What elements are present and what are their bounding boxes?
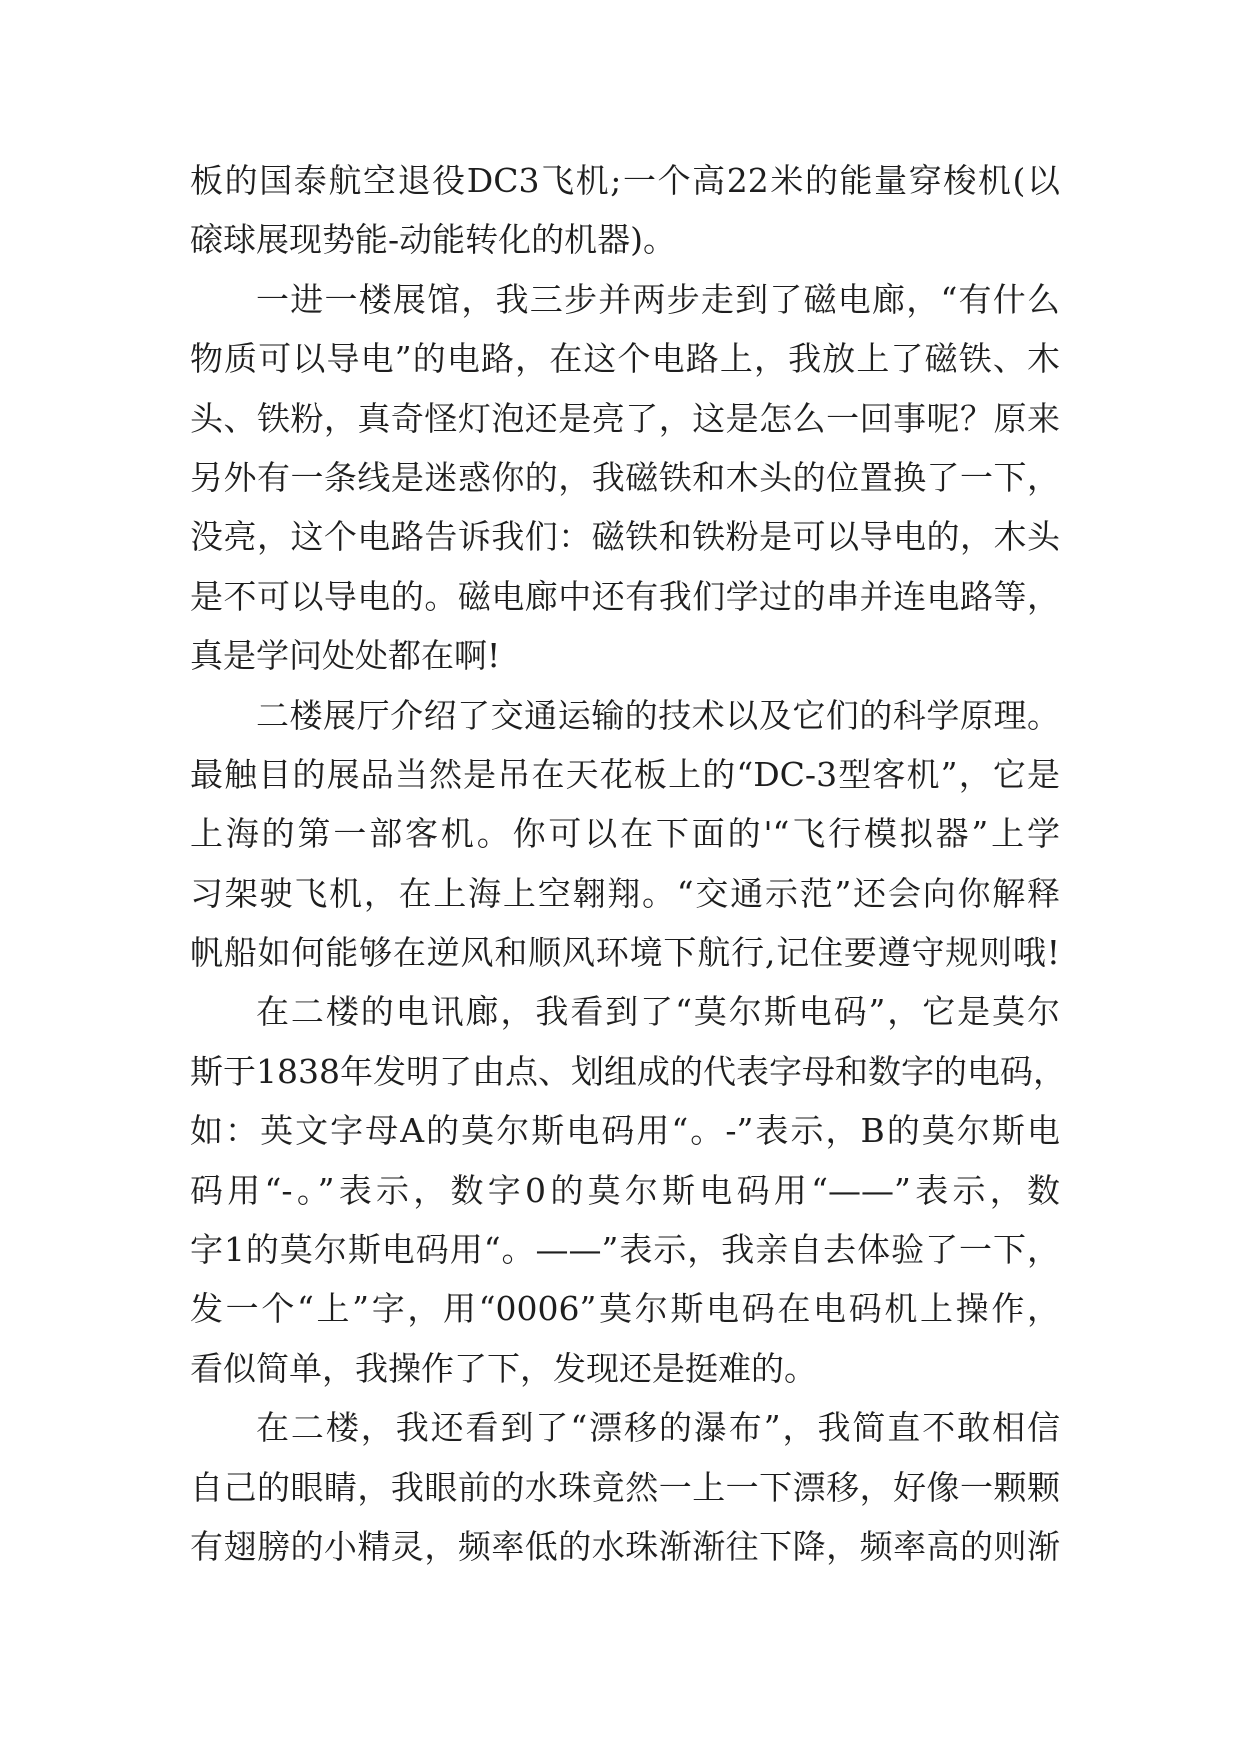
text-line: 有翅膀的小精灵，频率低的水珠渐渐往下降，频率高的则渐: [190, 1526, 1060, 1566]
text-line: 另外有一条线是迷惑你的，我磁铁和木头的位置换了一下，: [190, 457, 1060, 497]
text-line: 帆船如何能够在逆风和顺风环境下航行,记住要遵守规则哦!: [190, 933, 1060, 973]
body-text: [190, 151, 1066, 1576]
text-line: 如：英文字母A的莫尔斯电码用“。-”表示，B的莫尔斯电: [190, 1111, 1060, 1151]
text-line: 板的国泰航空退役DC3飞机;一个高22米的能量穿梭机(以: [190, 161, 1060, 200]
paragraph-first-line: 在二楼的电讯廊，我看到了“莫尔斯电码”，它是莫尔: [256, 992, 1060, 1032]
paragraph-first-line: 二楼展厅介绍了交通运输的技术以及它们的科学原理。: [256, 695, 1060, 735]
text-line: 磙球展现势能-动能转化的机器)。: [190, 220, 677, 260]
text-line: 是不可以导电的。磁电廊中还有我们学过的串并连电路等，: [190, 576, 1060, 616]
text-line: 真是学问处处都在啊!: [190, 636, 501, 676]
text-line: 头、铁粉，真奇怪灯泡还是亮了，这是怎么一回事呢？原来: [190, 398, 1060, 438]
text-line: 自己的眼睛，我眼前的水珠竟然一上一下漂移，好像一颗颗: [190, 1467, 1060, 1507]
text-line: 物质可以导电”的电路，在这个电路上，我放上了磁铁、木: [190, 339, 1060, 379]
paragraph-first-line: 在二楼，我还看到了“漂移的瀑布”，我简直不敢相信: [256, 1408, 1060, 1448]
text-line: 码用“-。”表示，数字0的莫尔斯电码用“——”表示，数: [190, 1170, 1060, 1210]
text-line: 没亮，这个电路告诉我们：磁铁和铁粉是可以导电的，木头: [190, 517, 1060, 557]
paragraph-first-line: 一进一楼展馆，我三步并两步走到了磁电廊，“有什么: [256, 279, 1060, 319]
text-line: 字1的莫尔斯电码用“。——”表示，我亲自去体验了一下，: [190, 1230, 1060, 1270]
text-line: 习架驶飞机，在上海上空翱翔。“交通示范”还会向你解释: [190, 873, 1060, 913]
text-line: 看似简单，我操作了下，发现还是挺难的。: [190, 1348, 817, 1388]
text-line: 斯于1838年发明了由点、划组成的代表字母和数字的电码，: [190, 1051, 1066, 1091]
text-line: 上海的第一部客机。你可以在下面的'“飞行模拟器”上学: [190, 814, 1060, 854]
text-line: 发一个“上”字，用“0006”莫尔斯电码在电码机上操作，: [190, 1289, 1060, 1329]
text-line: 最触目的展品当然是吊在天花板上的“DC-3型客机”，它是: [190, 754, 1060, 794]
